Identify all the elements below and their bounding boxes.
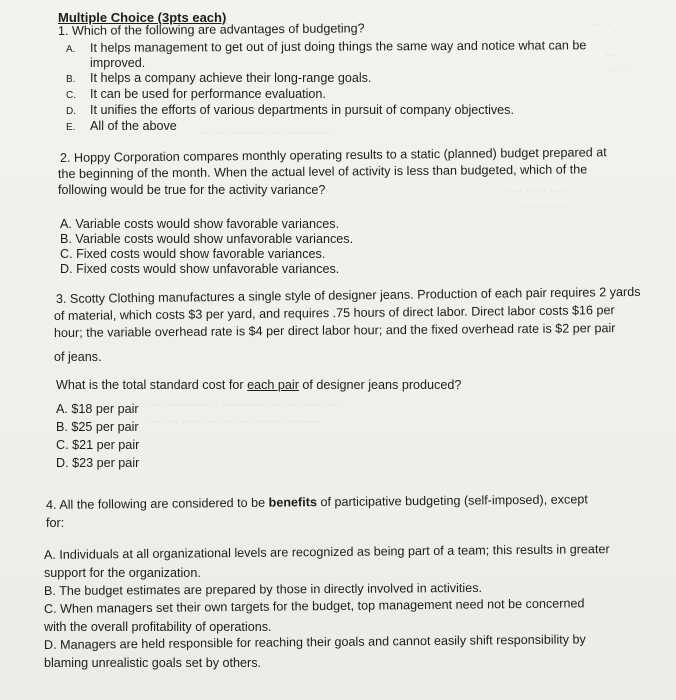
- q1-option-c: [66, 87, 326, 103]
- q1-option-e-letter: E.: [66, 122, 76, 133]
- q1-option-e-text: All of the above: [90, 119, 177, 133]
- question-2-stem-line-2: the beginning of the month. When the actual level of activity is less than budgeted, which of the: [57, 162, 588, 181]
- bleed-through-mark: ··· ··: [590, 19, 612, 31]
- q1-option-b: [66, 71, 371, 87]
- question-3-stem-line-3: hour; the variable overhead rate is $4 per direct labor hour; and the fixed overhead rate is $2 per pair: [53, 321, 616, 340]
- bleed-through-mark: ··· ···· ····· ····· ·· ····· ···· ·· ··········: [150, 416, 321, 428]
- q4-option-c-continuation: with the overall profitability of operations.: [44, 620, 272, 634]
- q1-option-d-letter: D.: [66, 106, 76, 117]
- q1-option-a-letter: A.: [65, 43, 76, 55]
- q2-option-d: D. Fixed costs would show unfavorable variances.: [60, 262, 340, 276]
- q4-stem-bold: benefits: [268, 495, 317, 510]
- question-3-stem-line-4: of jeans.: [54, 350, 102, 364]
- q1-option-a-continuation: improved.: [90, 56, 146, 70]
- q1-option-e: [66, 119, 177, 135]
- q3-prompt-post: of designer jeans produced?: [298, 378, 462, 392]
- question-4-stem: [46, 492, 588, 513]
- q4-stem-post: of participative budgeting (self-imposed), except: [316, 492, 588, 510]
- q2-option-b: B. Variable costs would show unfavorable variances.: [60, 232, 354, 246]
- q4-option-a-continuation: support for the organization.: [44, 566, 201, 580]
- q1-option-d-text: It unifies the efforts of various departments in pursuit of company objectives.: [90, 103, 514, 117]
- bleed-through-mark: ······ ······ ·····: [500, 185, 569, 197]
- question-4-stem-line-2: for:: [46, 516, 65, 530]
- q1-option-b-text: It helps a company achieve their long-range goals.: [90, 71, 372, 85]
- question-1-stem: 1. Which of the following are advantages of budgeting?: [57, 21, 365, 38]
- q3-prompt-pre: What is the total standard cost for: [56, 378, 248, 392]
- question-2-stem-line-1: 2. Hoppy Corporation compares monthly operating results to a static (planned) budget prepared at: [59, 145, 607, 165]
- q2-option-c: C. Fixed costs would show favorable variances.: [60, 247, 326, 261]
- bleed-through-mark: ···· ···· ······ ·· ······· ····· ···· ·· ······ ····: [150, 399, 339, 411]
- q3-option-c: C. $21 per pair: [56, 438, 140, 452]
- q1-option-a-text: It helps management to get out of just doing things the same way and notice what can be: [89, 38, 587, 55]
- question-2-stem-line-3: following would be true for the activity variance?: [58, 183, 326, 197]
- q1-option-c-text: It can be used for performance evaluation.: [90, 87, 326, 101]
- bleed-through-mark: ······ ······: [520, 201, 568, 213]
- q4-option-d-continuation: blaming unrealistic goals set by others.: [44, 656, 262, 670]
- q3-option-b: B. $25 per pair: [56, 420, 139, 434]
- q1-option-c-letter: C.: [66, 90, 76, 101]
- question-3-prompt: [56, 378, 461, 393]
- q1-option-a: [66, 38, 586, 57]
- bleed-through-mark: ··· ·: [610, 65, 628, 77]
- bleed-through-mark: ··· ·: [605, 49, 623, 61]
- q4-option-a: A. Individuals at all organizational levels are recognized as being part of a team; this results in greater: [43, 542, 610, 562]
- q4-stem-pre: 4. All the following are considered to be: [45, 495, 269, 512]
- q3-option-d: D. $23 per pair: [56, 456, 140, 470]
- bleed-through-mark: ·· ····· ·· ······· ···· ········ ···: [200, 127, 332, 139]
- section-heading: Multiple Choice (3pts each): [58, 10, 227, 25]
- q3-option-a: A. $18 per pair: [56, 402, 139, 416]
- question-3-stem-line-1: 3. Scotty Clothing manufactures a single style of designer jeans. Production of each pair requires 2 yards: [55, 284, 641, 306]
- q4-option-b: B. The budget estimates are prepared by those in directly involved in activities.: [43, 580, 483, 598]
- q2-option-a: A. Variable costs would show favorable variances.: [60, 217, 340, 231]
- q3-prompt-underlined: each pair: [247, 378, 299, 392]
- question-3-stem-line-2: of material, which costs $3 per yard, and requires .75 hours of direct labor. Direct labor costs $16 per: [53, 303, 615, 323]
- q1-option-b-letter: B.: [66, 74, 76, 85]
- q1-option-d: [66, 103, 514, 119]
- q4-option-d: D. Managers are held responsible for reaching their goals and cannot easily shift responsibility by: [43, 632, 586, 652]
- q4-option-c: C. When managers set their own targets for the budget, top management need not be concerned: [43, 596, 585, 616]
